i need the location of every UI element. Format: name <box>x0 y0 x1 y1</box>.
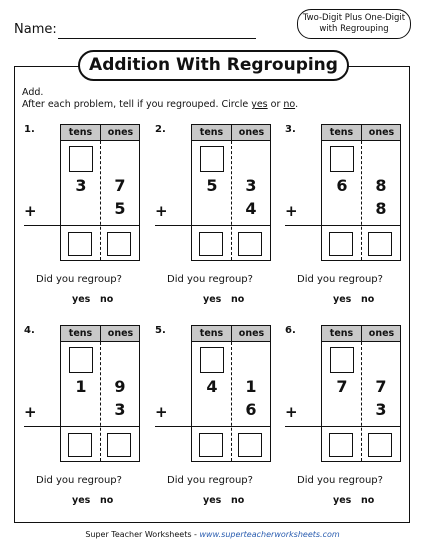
ones-header: ones <box>100 326 140 341</box>
carry-box[interactable] <box>69 146 93 172</box>
problem-number: 2. <box>155 124 166 135</box>
yes-choice[interactable]: yes <box>72 294 91 305</box>
answer-tens-box[interactable] <box>68 232 92 256</box>
answer-ones-box[interactable] <box>107 433 131 457</box>
tens-header: tens <box>68 127 93 138</box>
table-header <box>192 326 270 342</box>
answer-tens-box[interactable] <box>199 232 223 256</box>
tens-digit: 4 <box>206 377 218 396</box>
sum-line <box>24 426 140 427</box>
column-divider <box>100 141 101 260</box>
answer-ones-box[interactable] <box>368 433 392 457</box>
footer <box>0 530 425 539</box>
answer-ones-box[interactable] <box>238 232 262 256</box>
addend-digit: 6 <box>245 400 257 419</box>
ones-digit: 1 <box>245 377 257 396</box>
yes-choice[interactable]: yes <box>333 294 352 305</box>
problem-3 <box>285 124 415 314</box>
answer-ones-box[interactable] <box>238 433 262 457</box>
tens-header: tens <box>68 328 93 339</box>
answer-tens-box[interactable] <box>329 433 353 457</box>
addend-digit: 4 <box>245 199 257 218</box>
no-choice[interactable]: no <box>100 294 114 305</box>
place-value-table <box>191 325 271 462</box>
problem-number: 6. <box>285 325 296 336</box>
tens-digit: 7 <box>336 377 348 396</box>
tens-digit: 3 <box>75 176 87 195</box>
problem-number: 4. <box>24 325 35 336</box>
answer-tens-box[interactable] <box>329 232 353 256</box>
tens-digit: 6 <box>336 176 348 195</box>
sum-line <box>24 225 140 226</box>
table-header <box>322 125 400 141</box>
plus-sign: + <box>155 202 168 220</box>
problem-6 <box>285 325 415 515</box>
ones-digit: 3 <box>245 176 257 195</box>
yes-choice[interactable]: yes <box>333 495 352 506</box>
table-header <box>192 125 270 141</box>
plus-sign: + <box>24 202 37 220</box>
tag-line-1: Two-Digit Plus One-Digit <box>302 13 406 23</box>
answer-tens-box[interactable] <box>68 433 92 457</box>
regroup-question: Did you regroup? <box>167 475 253 486</box>
place-value-table <box>191 124 271 261</box>
ones-digit: 9 <box>114 377 126 396</box>
column-divider <box>361 141 362 260</box>
addend-digit: 5 <box>114 199 126 218</box>
no-choice[interactable]: no <box>231 294 245 305</box>
regroup-question: Did you regroup? <box>167 274 253 285</box>
table-header <box>61 326 139 342</box>
place-value-table <box>321 325 401 462</box>
ones-header: ones <box>361 125 401 140</box>
instruction-no: no <box>283 99 296 110</box>
column-divider <box>231 141 232 260</box>
ones-digit: 7 <box>114 176 126 195</box>
answer-ones-box[interactable] <box>107 232 131 256</box>
instruction-regroup <box>22 99 298 110</box>
addend-digit: 3 <box>114 400 126 419</box>
worksheet-title: Addition With Regrouping <box>78 50 349 81</box>
carry-box[interactable] <box>200 347 224 373</box>
table-header <box>61 125 139 141</box>
instruction-yes: yes <box>251 99 268 110</box>
carry-box[interactable] <box>330 347 354 373</box>
instruction-period: . <box>295 99 299 110</box>
instruction-or: or <box>267 99 284 110</box>
tens-header: tens <box>199 328 224 339</box>
yes-choice[interactable]: yes <box>203 495 222 506</box>
ones-digit: 7 <box>375 377 387 396</box>
footer-brand: Super Teacher Worksheets - <box>85 530 200 539</box>
tens-header: tens <box>329 127 354 138</box>
no-choice[interactable]: no <box>231 495 245 506</box>
answer-tens-box[interactable] <box>199 433 223 457</box>
carry-box[interactable] <box>69 347 93 373</box>
tens-header: tens <box>329 328 354 339</box>
addend-digit: 8 <box>375 199 387 218</box>
instruction-add: Add. <box>22 87 44 98</box>
no-choice[interactable]: no <box>100 495 114 506</box>
yes-choice[interactable]: yes <box>203 294 222 305</box>
name-line[interactable] <box>58 38 256 39</box>
tag-line-2: with Regrouping <box>319 24 389 34</box>
ones-header: ones <box>231 326 271 341</box>
problem-number: 5. <box>155 325 166 336</box>
place-value-table <box>321 124 401 261</box>
plus-sign: + <box>285 403 298 421</box>
sum-line <box>285 225 401 226</box>
instruction-text: After each problem, tell if you regrouped. Circle <box>22 99 252 110</box>
sum-line <box>155 225 271 226</box>
problem-1 <box>24 124 154 314</box>
carry-box[interactable] <box>200 146 224 172</box>
ones-header: ones <box>231 125 271 140</box>
place-value-table <box>60 124 140 261</box>
problem-4 <box>24 325 154 515</box>
sum-line <box>155 426 271 427</box>
no-choice[interactable]: no <box>361 495 375 506</box>
problem-number: 3. <box>285 124 296 135</box>
column-divider <box>231 342 232 461</box>
problem-2 <box>155 124 285 314</box>
problem-number: 1. <box>24 124 35 135</box>
sum-line <box>285 426 401 427</box>
worksheet-tag <box>297 9 411 39</box>
ones-digit: 8 <box>375 176 387 195</box>
regroup-question: Did you regroup? <box>36 475 122 486</box>
carry-box[interactable] <box>330 146 354 172</box>
answer-ones-box[interactable] <box>368 232 392 256</box>
name-row <box>14 22 57 37</box>
tens-digit: 1 <box>75 377 87 396</box>
yes-choice[interactable]: yes <box>72 495 91 506</box>
problem-5 <box>155 325 285 515</box>
ones-header: ones <box>361 326 401 341</box>
ones-header: ones <box>100 125 140 140</box>
addend-digit: 3 <box>375 400 387 419</box>
place-value-table <box>60 325 140 462</box>
column-divider <box>361 342 362 461</box>
table-header <box>322 326 400 342</box>
regroup-question: Did you regroup? <box>297 475 383 486</box>
name-label: Name: <box>14 22 57 37</box>
tens-digit: 5 <box>206 176 218 195</box>
no-choice[interactable]: no <box>361 294 375 305</box>
footer-link[interactable]: www.superteacherworksheets.com <box>199 530 340 539</box>
plus-sign: + <box>285 202 298 220</box>
tens-header: tens <box>199 127 224 138</box>
regroup-question: Did you regroup? <box>36 274 122 285</box>
plus-sign: + <box>24 403 37 421</box>
plus-sign: + <box>155 403 168 421</box>
column-divider <box>100 342 101 461</box>
regroup-question: Did you regroup? <box>297 274 383 285</box>
